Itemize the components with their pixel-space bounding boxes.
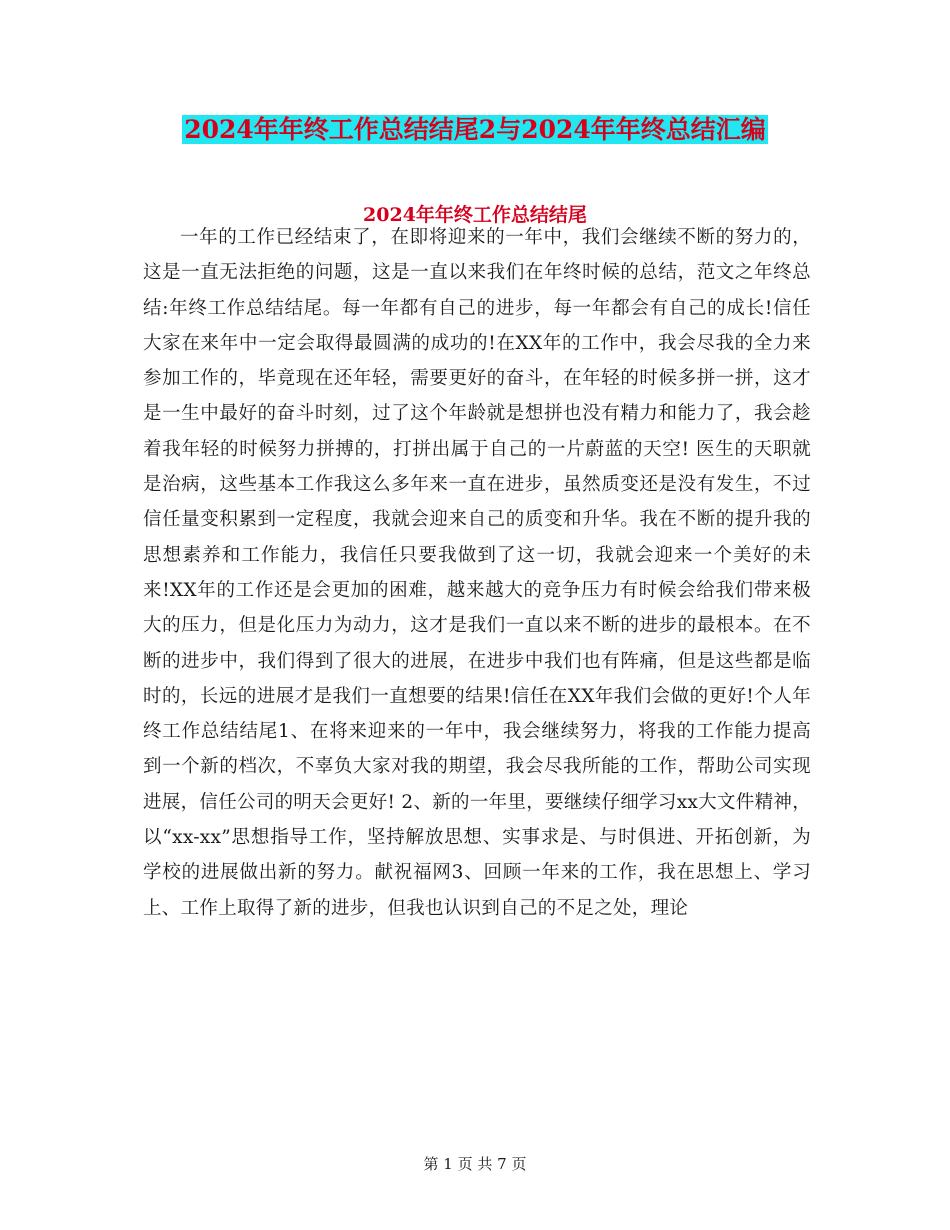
page-footer: 第 1 页 共 7 页: [423, 1155, 527, 1173]
main-title-highlight: 2024年年终工作总结结尾2与2024年年终总结汇编: [184, 115, 766, 144]
section-title: 2024年年终工作总结结尾: [363, 204, 587, 226]
document-main-title: [0, 112, 950, 148]
body-paragraph: 一年的工作已经结束了，在即将迎来的一年中，我们会继续不断的努力的，这是一直无法拒绝的问题，这是一直以来我们在年终时候的总结，范文之年终总结:年终工作总结结尾。每一年都有自己的进步，每一年都会有自己的成长!信任大家在来年中一定会取得最圆满的成功的!在XX年的工作中，我会尽我的全力来参加工作的，毕竟现在还年轻，需要更好的奋斗，在年轻的时候多拼一拼，这才是一生中最好的奋斗时刻，过了这个年龄就是想拼也没有精力和能力了，我会趁着我年轻的时候努力拼搏的，打拼出属于自己的一片蔚蓝的天空! 医生的天职就是治病，这些基本工作我这么多年来一直在进步，虽然质变还是没有发生，不过信任量变积累到一定程度，我就会迎来自己的质变和升华。我在不断的提升我的思想素养和工作能力，我信任只要我做到了这一切，我就会迎来一个美好的未来!XX年的工作还是会更加的困难，越来越大的竞争压力有时候会给我们带来极大的压力，但是化压力为动力，这才是我们一直以来不断的进步的最根本。在不断的进步中，我们得到了很大的进展，在进步中我们也有阵痛，但是这些都是临时的，长远的进展才是我们一直想要的结果!信任在XX年我们会做的更好!个人年终工作总结结尾1、在将来迎来的一年中，我会继续努力，将我的工作能力提高到一个新的档次，不辜负大家对我的期望，我会尽我所能的工作，帮助公司实现进展，信任公司的明天会更好! 2、新的一年里，要继续仔细学习xx大文件精神，以“xx-xx”思想指导工作，坚持解放思想、实事求是、与时俱进、开拓创新，为学校的进展做出新的努力。献祝福网3、回顾一年来的工作，我在思想上、学习上、工作上取得了新的进步，但我也认识到自己的不足之处，理论: [143, 227, 811, 919]
